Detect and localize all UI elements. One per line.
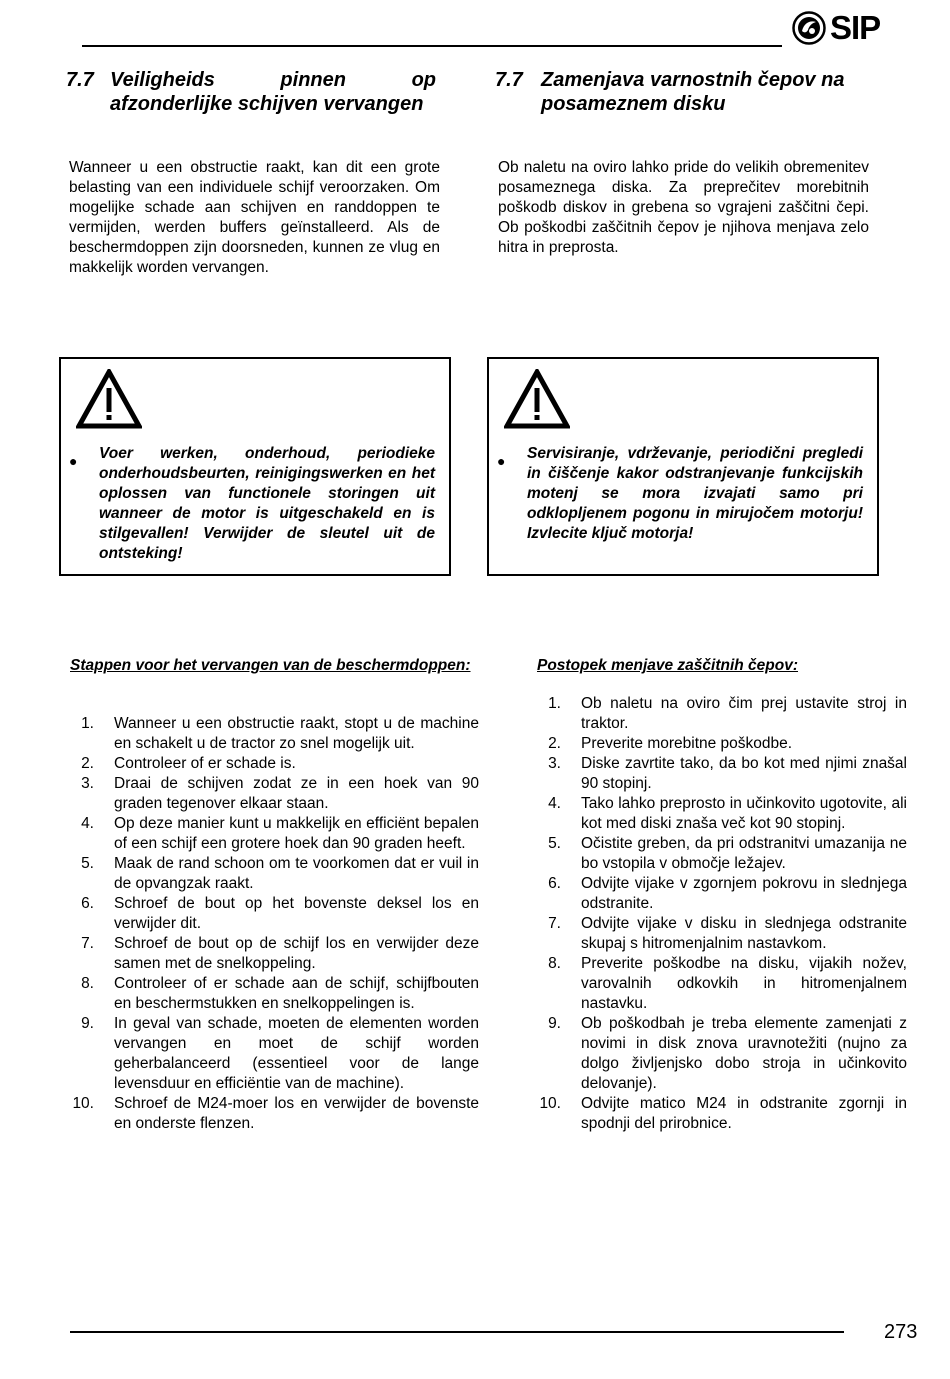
step-text: Ob naletu na oviro čim prej ustavite stroj in traktor.: [581, 695, 907, 732]
step-number: 4.: [548, 795, 561, 812]
warning-bullet: ●: [69, 453, 78, 469]
step-item: [70, 714, 479, 754]
header-rule: [82, 45, 782, 47]
step-text: Odvijte vijake v zgornjem pokrovu in slednjega odstranite.: [581, 875, 907, 912]
step-number: 2.: [548, 735, 561, 752]
step-item: [537, 754, 907, 794]
left-steps-title: Stappen voor het vervangen van de beschermdoppen:: [70, 657, 471, 674]
step-item: [70, 774, 479, 814]
left-warning-box: [59, 357, 451, 576]
step-item: [70, 1094, 479, 1134]
step-text: Wanneer u een obstructie raakt, stopt u de machine en schakelt u de tractor zo snel mogelijk uit.: [114, 715, 479, 752]
step-item: [537, 954, 907, 1014]
step-number: 9.: [548, 1015, 561, 1032]
step-number: 7.: [81, 935, 94, 952]
step-number: 6.: [81, 895, 94, 912]
step-text: Schroef de M24-moer los en verwijder de bovenste en onderste flenzen.: [114, 1095, 479, 1132]
step-item: [537, 1014, 907, 1094]
left-heading-line-1: Veiligheids pinnen op: [110, 69, 436, 91]
step-text: Očistite greben, da pri odstranitvi umazanija ne bo vstopila v območje ležajev.: [581, 835, 907, 872]
warning-triangle-icon: [76, 369, 142, 429]
step-item: [70, 974, 479, 1014]
step-text: Schroef de bout op de schijf los en verwijder deze samen met de snelkoppeling.: [114, 935, 479, 972]
step-number: 3.: [548, 755, 561, 772]
step-item: [70, 854, 479, 894]
page-number: 273: [884, 1321, 918, 1343]
right-heading-line-2: posameznem disku: [541, 93, 726, 115]
step-number: 10.: [72, 1095, 94, 1112]
left-warning-text: Voer werken, onderhoud, periodieke onderhoudsbeurten, reinigingswerken en het oplossen van functionele storingen uit wanneer de motor is uitgeschakeld en is stilgevallen! Verwijder de sleutel uit de ontsteking!: [99, 445, 435, 562]
step-text: Controleer of er schade aan de schijf, schijfbouten en beschermstukken en snelkoppelingen is.: [114, 975, 479, 1012]
step-item: [70, 1014, 479, 1094]
step-text: Schroef de bout op het bovenste deksel los en verwijder dit.: [114, 895, 479, 932]
left-intro-paragraph: Wanneer u een obstructie raakt, kan dit een grote belasting van een individuele schijf veroorzaken. Om mogelijke schade aan schijven en randdoppen te vermijden, werden buffers geïnstalleerd. Als de beschermdoppen zijn doorsneden, kunnen ze vlug en makkelijk worden vervangen.: [69, 159, 440, 276]
step-number: 3.: [81, 775, 94, 792]
step-item: [537, 914, 907, 954]
step-text: Op deze manier kunt u makkelijk en efficiënt bepalen of een schijf een grotere hoek dan 90 graden heeft.: [114, 815, 479, 852]
step-item: [70, 754, 479, 774]
step-item: [537, 874, 907, 914]
left-steps-list: [70, 714, 479, 1134]
step-text: Odvijte matico M24 in odstranite zgornji in spodnji del prirobnice.: [581, 1095, 907, 1132]
step-number: 9.: [81, 1015, 94, 1032]
step-number: 1.: [81, 715, 94, 732]
left-section-heading: [66, 68, 436, 118]
left-heading-line-2: afzonderlijke schijven vervangen: [110, 93, 424, 115]
sip-emblem-icon: [792, 11, 826, 45]
step-number: 5.: [548, 835, 561, 852]
step-text: Preverite poškodbe na disku, vijakih nožev, varovalnih odkovkih in hitromenjalnem nastavku.: [581, 955, 907, 1012]
step-item: [537, 734, 907, 754]
warning-triangle-icon: [504, 369, 570, 429]
step-number: 1.: [548, 695, 561, 712]
right-heading-number: 7.7: [495, 69, 523, 91]
step-item: [537, 1094, 907, 1134]
sip-logo: [792, 8, 880, 48]
brand-name: SIP: [830, 9, 881, 46]
right-heading-line-1: Zamenjava varnostnih čepov na: [541, 69, 845, 91]
step-item: [537, 834, 907, 874]
step-text: Maak de rand schoon om te voorkomen dat er vuil in de opvangzak raakt.: [114, 855, 479, 892]
left-heading-number: 7.7: [66, 69, 94, 91]
warning-bullet: ●: [497, 453, 506, 469]
step-text: Controleer of er schade is.: [114, 755, 296, 772]
step-item: [70, 814, 479, 854]
step-item: [537, 694, 907, 734]
step-number: 5.: [81, 855, 94, 872]
step-item: [70, 894, 479, 934]
step-text: Draai de schijven zodat ze in een hoek van 90 graden tegenover elkaar staan.: [114, 775, 479, 812]
right-intro-paragraph: Ob naletu na oviro lahko pride do velikih obremenitev posameznega diska. Za preprečitev morebitnih poškodb diskov in grebena so vgrajeni zaščitni čepi. Ob poškodbi zaščitnih čepov je njihova menjava zelo hitra in preprosta.: [498, 159, 869, 256]
step-number: 6.: [548, 875, 561, 892]
step-number: 8.: [81, 975, 94, 992]
step-text: Preverite morebitne poškodbe.: [581, 735, 793, 752]
step-number: 4.: [81, 815, 94, 832]
step-number: 10.: [539, 1095, 561, 1112]
right-steps-title: Postopek menjave zaščitnih čepov:: [537, 657, 799, 674]
step-number: 8.: [548, 955, 561, 972]
step-text: In geval van schade, moeten de elementen worden vervangen en moet de schijf worden geherbalanceerd (essentieel voor de lange levensduur en efficiëntie van de machine).: [114, 1015, 479, 1092]
footer-rule: [70, 1331, 844, 1333]
step-text: Ob poškodbah je treba elemente zamenjati z novimi in disk znova uravnotežiti (nujno za dolgo življenjsko dobo stroja in učinkovito delovanje).: [581, 1015, 907, 1092]
right-steps-list: [537, 694, 907, 1134]
step-text: Tako lahko preprosto in učinkovito ugotovite, ali kot med diski znaša več kot 90 stopinj.: [581, 795, 907, 832]
right-section-heading: [495, 68, 875, 118]
step-text: Diske zavrtite tako, da bo kot med njimi znašal 90 stopinj.: [581, 755, 907, 792]
right-warning-text: Servisiranje, vdrževanje, periodični pregledi in čiščenje kakor odstranjevanje funkcijskih motenj se mora izvajati samo pri odklopljenem pogonu in mirujočem motorju! Izvlecite ključ motorja!: [527, 445, 863, 542]
step-number: 7.: [548, 915, 561, 932]
step-text: Odvijte vijake v disku in slednjega odstranite skupaj s hitromenjalnim nastavkom.: [581, 915, 907, 952]
step-item: [537, 794, 907, 834]
step-item: [70, 934, 479, 974]
right-warning-box: [487, 357, 879, 576]
step-number: 2.: [81, 755, 94, 772]
